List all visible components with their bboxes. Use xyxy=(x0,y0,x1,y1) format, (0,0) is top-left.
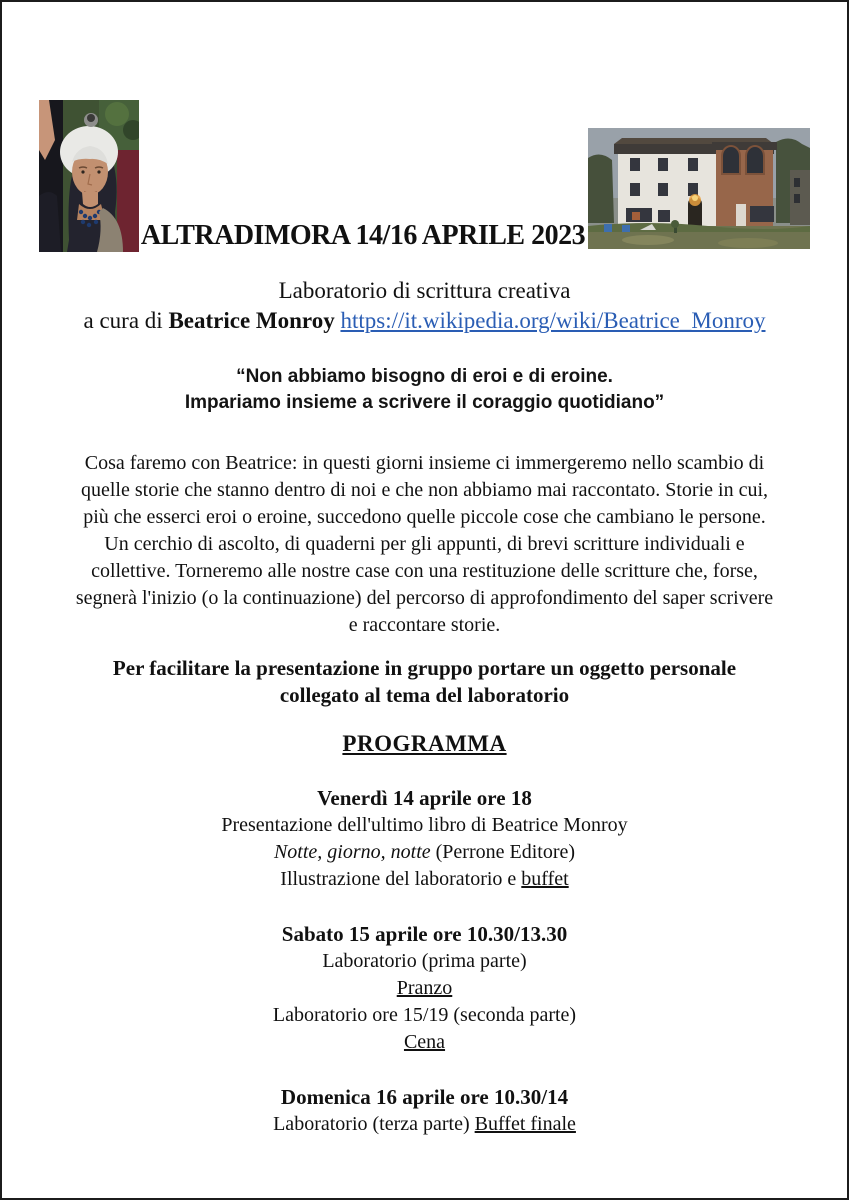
content-column xyxy=(75,276,775,1138)
header-row xyxy=(2,100,847,252)
wikipedia-link[interactable]: https://it.wikipedia.org/wiki/Beatrice_Monroy xyxy=(340,308,766,333)
curator-line xyxy=(75,306,775,336)
subtitle: Laboratorio di scrittura creativa xyxy=(278,278,571,303)
note-paragraph: Per facilitare la presentazione in gruppo portare un oggetto personale collegato al tema del laboratorio xyxy=(112,656,737,707)
friday-line-2 xyxy=(75,839,775,866)
curator-name: Beatrice Monroy xyxy=(168,308,335,333)
sunday-final-buffet: Buffet finale xyxy=(474,1113,576,1135)
description-paragraph: Cosa faremo con Beatrice: in questi giorni insieme ci immergeremo nello scambio di quelle storie che stanno dentro di noi e che non abbiamo mai raccontato. Storie in cui, più che esserci eroi o eroine, succedono quelle piccole cose che cambiano le persone. Un cerchio di ascolto, di quaderni per gli appunti, di brevi scritture individuali e collettive. Torneremo alle nostre case con una restituzione delle scritture che, forse, segnerà l'inizio (o la continuazione) del percorso di approfondimento del saper scrivere e raccontare storie. xyxy=(75,452,774,636)
house-photo xyxy=(588,128,810,249)
sunday-line-1 xyxy=(75,1111,775,1138)
intro-block xyxy=(75,276,775,336)
saturday-lunch-text: Pranzo xyxy=(396,977,453,999)
saturday-dinner xyxy=(75,1029,775,1056)
book-publisher: (Perrone Editore) xyxy=(430,841,576,863)
curator-prefix: a cura di xyxy=(83,308,169,333)
saturday-line-1: Laboratorio (prima parte) xyxy=(322,950,527,972)
quote-line-1: “Non abbiamo bisogno di eroi e di eroine. xyxy=(236,366,613,387)
saturday-line-3: Laboratorio ore 15/19 (seconda parte) xyxy=(272,1004,577,1026)
friday-buffet: buffet xyxy=(521,868,569,890)
program-day-friday xyxy=(75,785,775,893)
friday-line-1: Presentazione dell'ultimo libro di Beatrice Monroy xyxy=(221,814,628,836)
friday-line-3 xyxy=(75,866,775,893)
sunday-line-1-text: Laboratorio (terza parte) xyxy=(273,1113,475,1135)
portrait-photo xyxy=(39,100,139,252)
quote-line-2: Impariamo insieme a scrivere il coraggio quotidiano” xyxy=(184,392,665,413)
program-day-sunday xyxy=(75,1084,775,1138)
program-day-saturday xyxy=(75,921,775,1056)
saturday-lunch xyxy=(75,975,775,1002)
saturday-dinner-text: Cena xyxy=(403,1031,446,1053)
main-title: ALTRADIMORA 14/16 APRILE 2023 xyxy=(140,220,586,251)
book-title: Notte, giorno, notte xyxy=(273,841,431,863)
sunday-title: Domenica 16 aprile ore 10.30/14 xyxy=(280,1085,569,1109)
program-heading: PROGRAMMA xyxy=(342,731,507,756)
quote-block xyxy=(75,364,775,416)
friday-title: Venerdì 14 aprile ore 18 xyxy=(317,786,532,810)
saturday-title: Sabato 15 aprile ore 10.30/13.30 xyxy=(281,922,568,946)
friday-line-3-text: Illustrazione del laboratorio e xyxy=(280,868,522,890)
